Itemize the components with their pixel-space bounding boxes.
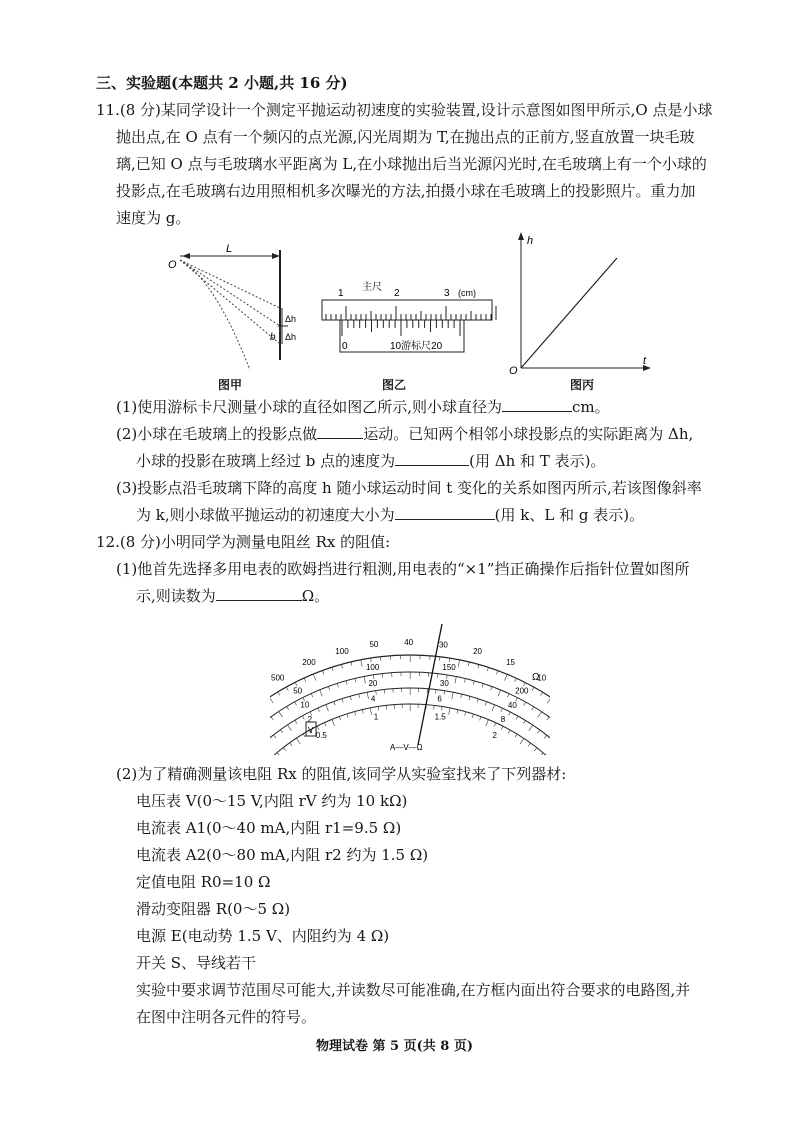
meter-tick — [359, 694, 360, 698]
meter-bottom-label: A—V—Ω — [390, 743, 423, 752]
meter-tick — [351, 662, 352, 666]
q11-part-1: (1)使用游标卡尺测量小球的直径如图乙所示,则小球直径为 cm。 — [116, 398, 610, 416]
q11-line-1: 11.(8 分)某同学设计一个测定平抛运动初速度的实验装置,设计示意图如图甲所示,O 点是小球 — [96, 101, 713, 119]
meter-v-label: V — [308, 726, 314, 735]
dc-250-scale-label: 100 — [365, 662, 380, 672]
meter-tick — [317, 726, 319, 730]
meter-tick — [278, 692, 280, 695]
meter-tick — [508, 712, 510, 716]
meter-tick — [480, 717, 481, 721]
meter-tick — [324, 723, 326, 727]
meter-tick — [496, 671, 497, 675]
meter-tick — [520, 738, 524, 744]
dc-50-scale-label: 20 — [368, 678, 378, 688]
dc-250-scale-label: 50 — [293, 686, 303, 696]
q11-line-2: 抛出点,在 O 点有一个频闪的点光源,闪光周期为 T,在抛出点的正前方,竖直放置一块毛玻 — [116, 128, 695, 146]
ohm-scale-label: 30 — [438, 640, 448, 650]
ac-scale-label: 2 — [492, 731, 498, 741]
meter-tick — [457, 710, 458, 714]
meter-tick — [524, 702, 526, 705]
meter-tick — [504, 674, 507, 680]
multimeter-dial — [270, 610, 550, 755]
meter-tick — [516, 716, 518, 719]
fig-b-tick-3: 3 — [444, 288, 450, 299]
dc-10-scale-label: 8 — [500, 715, 506, 725]
figure-b-caliper — [318, 278, 498, 370]
meter-tick — [498, 690, 501, 696]
meter-tick — [541, 692, 543, 695]
fig-c-axis-t: t — [643, 355, 647, 367]
meter-tick — [296, 738, 300, 744]
meter-tick — [304, 678, 306, 682]
meter-tick — [339, 717, 340, 721]
meter-tick — [515, 734, 517, 737]
meter-tick — [355, 678, 356, 682]
equipment-ammeter-a1: 电流表 A1(0～40 mA,内阻 r1=9.5 Ω) — [136, 819, 402, 837]
meter-tick — [547, 698, 550, 704]
section-title: 三、实验题(本题共 2 小题,共 16 分) — [96, 74, 348, 92]
fig-c-axis-h: h — [527, 235, 534, 247]
meter-tick — [355, 712, 356, 716]
fig-a-label-o: O — [168, 259, 177, 271]
fig-a-label-l: L — [226, 243, 233, 255]
meter-tick — [371, 658, 372, 662]
q12-requirement-1: 实验中要求调节范围尽可能大,并读数尽可能准确,在方框内面出符合要求的电路图,并 — [136, 981, 691, 999]
meter-tick — [469, 696, 470, 700]
dc-250-scale-label: 150 — [442, 663, 456, 673]
meter-tick — [334, 701, 335, 705]
ac-scale-label: 1 — [373, 712, 379, 722]
meter-tick — [455, 677, 456, 684]
meter-tick — [362, 710, 363, 714]
meter-tick — [274, 735, 276, 738]
meter-tick — [277, 753, 280, 755]
q12-requirement-2: 在图中注明各元件的符号。 — [136, 1008, 317, 1026]
figure-c-caption: 图丙 — [570, 378, 595, 392]
ohm-scale-label: 100 — [335, 646, 349, 656]
meter-tick — [464, 679, 465, 683]
meter-tick — [295, 720, 297, 723]
meter-tick — [547, 717, 549, 720]
meter-tick — [532, 707, 534, 710]
ohm-scale-label: 15 — [506, 658, 515, 668]
meter-tick — [323, 670, 324, 674]
meter-tick — [449, 658, 450, 662]
equipment-ammeter-a2: 电流表 A2(0～80 mA,内阻 r2 约为 1.5 Ω) — [136, 846, 429, 864]
figure-a-diagram — [160, 240, 310, 380]
meter-needle — [418, 624, 442, 745]
meter-tick — [332, 719, 335, 725]
meter-tick — [528, 743, 530, 746]
equipment-voltmeter: 电压表 V(0～15 V,内阻 rV 约为 10 kΩ) — [136, 792, 408, 810]
fig-b-unit: (cm) — [458, 288, 476, 298]
meter-tick — [350, 696, 351, 700]
fig-b-vernier-0: 0 — [342, 341, 348, 352]
meter-tick — [280, 730, 282, 733]
meter-tick — [501, 726, 503, 730]
fig-b-tick-1: 1 — [338, 288, 344, 299]
meter-tick — [332, 667, 333, 671]
q11-part-2a: (2)小球在毛玻璃上的投影点做 运动。已知两个相邻小球投影点的实际距离为 Δh, — [116, 425, 694, 443]
dc-50-scale-label: 30 — [439, 678, 449, 688]
fig-c-origin: O — [509, 365, 518, 377]
meter-tick — [523, 683, 525, 687]
fig-b-tick-2: 2 — [394, 288, 400, 299]
meter-tick — [452, 692, 453, 699]
dc-50-scale-label: 10 — [300, 700, 310, 710]
meter-tick — [283, 748, 285, 751]
meter-tick — [482, 684, 483, 688]
dc-10-scale-label: 2 — [307, 714, 313, 724]
figure-a-caption: 图甲 — [218, 378, 243, 392]
meter-tick — [491, 687, 492, 691]
meter-tick — [444, 691, 445, 695]
meter-tick — [320, 690, 323, 696]
meter-tick — [508, 694, 510, 698]
meter-tick — [328, 686, 329, 690]
equipment-source: 电源 E(电动势 1.5 V、内阻约为 4 Ω) — [136, 927, 390, 945]
meter-tick — [326, 705, 329, 711]
q11-line-5: 速度为 g。 — [116, 209, 191, 227]
meter-tick — [529, 725, 533, 731]
fig-b-vernier-label: 10游标尺20 — [390, 341, 443, 352]
ohm-scale-label: 200 — [302, 658, 316, 668]
ohm-scale-label: 40 — [404, 638, 414, 648]
q12-part-1b: 示,则读数为 Ω。 — [136, 587, 330, 605]
figure-c-graph — [505, 228, 655, 378]
meter-tick — [523, 720, 525, 723]
equipment-resistor-r0: 定值电阻 R0=10 Ω — [136, 873, 271, 891]
meter-tick — [477, 699, 478, 703]
meter-tick — [341, 664, 342, 668]
meter-tick — [271, 717, 273, 720]
meter-tick — [472, 714, 473, 718]
meter-tick — [303, 734, 305, 737]
meter-tick — [501, 708, 503, 712]
meter-tick — [279, 711, 283, 717]
q12-part-1a: (1)他首先选择多用电表的欧姆挡进行粗测,用电表的“×1”挡正确操作后指针位置如图所 — [116, 560, 690, 578]
dc-250-scale-label: 200 — [515, 686, 529, 696]
dc-10-scale-label: 6 — [437, 694, 442, 704]
meter-tick — [367, 692, 368, 699]
meter-tick — [346, 681, 347, 685]
q11-line-3: 璃,已知 O 点与毛玻璃水平距离为 L,在小球抛出后当光源闪光时,在毛玻璃上有一个小球的 — [116, 155, 707, 173]
meter-tick — [534, 748, 536, 751]
meter-tick — [538, 730, 540, 733]
meter-tick — [378, 706, 379, 710]
meter-tick — [461, 694, 462, 698]
dc-50-scale-label: 40 — [507, 700, 517, 710]
meter-tick — [286, 687, 288, 690]
meter-tick — [342, 699, 343, 703]
meter-tick — [376, 691, 377, 695]
meter-tick — [473, 681, 474, 685]
equipment-switch: 开关 S、导线若干 — [136, 954, 257, 972]
ohm-scale-label: 500 — [271, 673, 285, 683]
ohm-scale-label: 10 — [537, 673, 547, 683]
meter-tick — [478, 664, 479, 668]
meter-tick — [442, 707, 443, 711]
page-footer: 物理试卷 第 5 页(共 8 页) — [316, 1039, 474, 1054]
meter-tick — [318, 708, 320, 712]
meter-tick — [544, 735, 546, 738]
meter-tick — [515, 678, 517, 682]
meter-tick — [449, 708, 450, 715]
meter-tick — [538, 712, 542, 718]
fig-a-label-b: b — [270, 332, 276, 343]
meter-tick — [485, 702, 486, 706]
ohm-scale-label: 20 — [473, 647, 483, 657]
meter-tick — [287, 707, 289, 710]
meter-tick — [270, 697, 273, 703]
q11-part-2b: 小球的投影在玻璃上经过 b 点的速度为 (用 Δh 和 T 表示)。 — [136, 452, 606, 470]
q12-part-2-intro: (2)为了精确测量该电阻 Rx 的阻值,该同学从实验室找来了下列器材: — [116, 765, 567, 783]
q11-line-4: 投影点,在毛玻璃右边用照相机多次曝光的方法,拍摄小球在毛玻璃上的投影照片。重力加 — [116, 182, 696, 200]
fig-a-label-dh1: Δh — [285, 314, 297, 324]
meter-tick — [465, 712, 466, 716]
meter-tick — [364, 676, 365, 683]
meter-tick — [361, 660, 362, 667]
q11-part-3b: 为 k,则小球做平抛运动的初速度大小为 (用 k、L 和 g 表示)。 — [136, 506, 645, 524]
fig-b-main-scale: 主尺 — [362, 282, 382, 293]
meter-tick — [295, 682, 297, 686]
dc-10-scale-label: 4 — [370, 694, 376, 704]
q12-intro: 12.(8 分)小明同学为测量电阻丝 Rx 的阻值: — [96, 533, 391, 551]
meter-tick — [370, 708, 371, 715]
equipment-rheostat: 滑动变阻器 R(0～5 Ω) — [136, 900, 291, 918]
figure-b-caption: 图乙 — [382, 378, 407, 392]
meter-tick — [337, 683, 338, 687]
ac-scale-label: 0.5 — [315, 731, 327, 741]
ohm-scale-label: 50 — [369, 640, 379, 650]
meter-tick — [532, 687, 534, 690]
meter-tick — [494, 723, 496, 727]
meter-tick — [302, 716, 304, 719]
meter-tick — [347, 714, 348, 718]
meter-tick — [311, 693, 313, 697]
ac-scale-label: 1.5 — [434, 712, 446, 722]
meter-tick — [313, 674, 316, 680]
meter-tick — [290, 743, 292, 746]
meter-tick — [288, 725, 292, 731]
meter-tick — [295, 702, 297, 705]
meter-tick — [508, 730, 510, 733]
fig-a-label-dh2: Δh — [285, 332, 297, 342]
meter-tick — [458, 660, 459, 667]
meter-tick — [468, 662, 469, 666]
meter-tick — [486, 720, 489, 726]
meter-omega: Ω — [532, 672, 540, 683]
meter-tick — [492, 705, 495, 711]
meter-tick — [487, 667, 488, 671]
meter-tick — [541, 753, 544, 755]
q11-part-3a: (3)投影点沿毛玻璃下降的高度 h 随小球运动时间 t 变化的关系如图丙所示,若该图像斜率 — [116, 479, 702, 497]
